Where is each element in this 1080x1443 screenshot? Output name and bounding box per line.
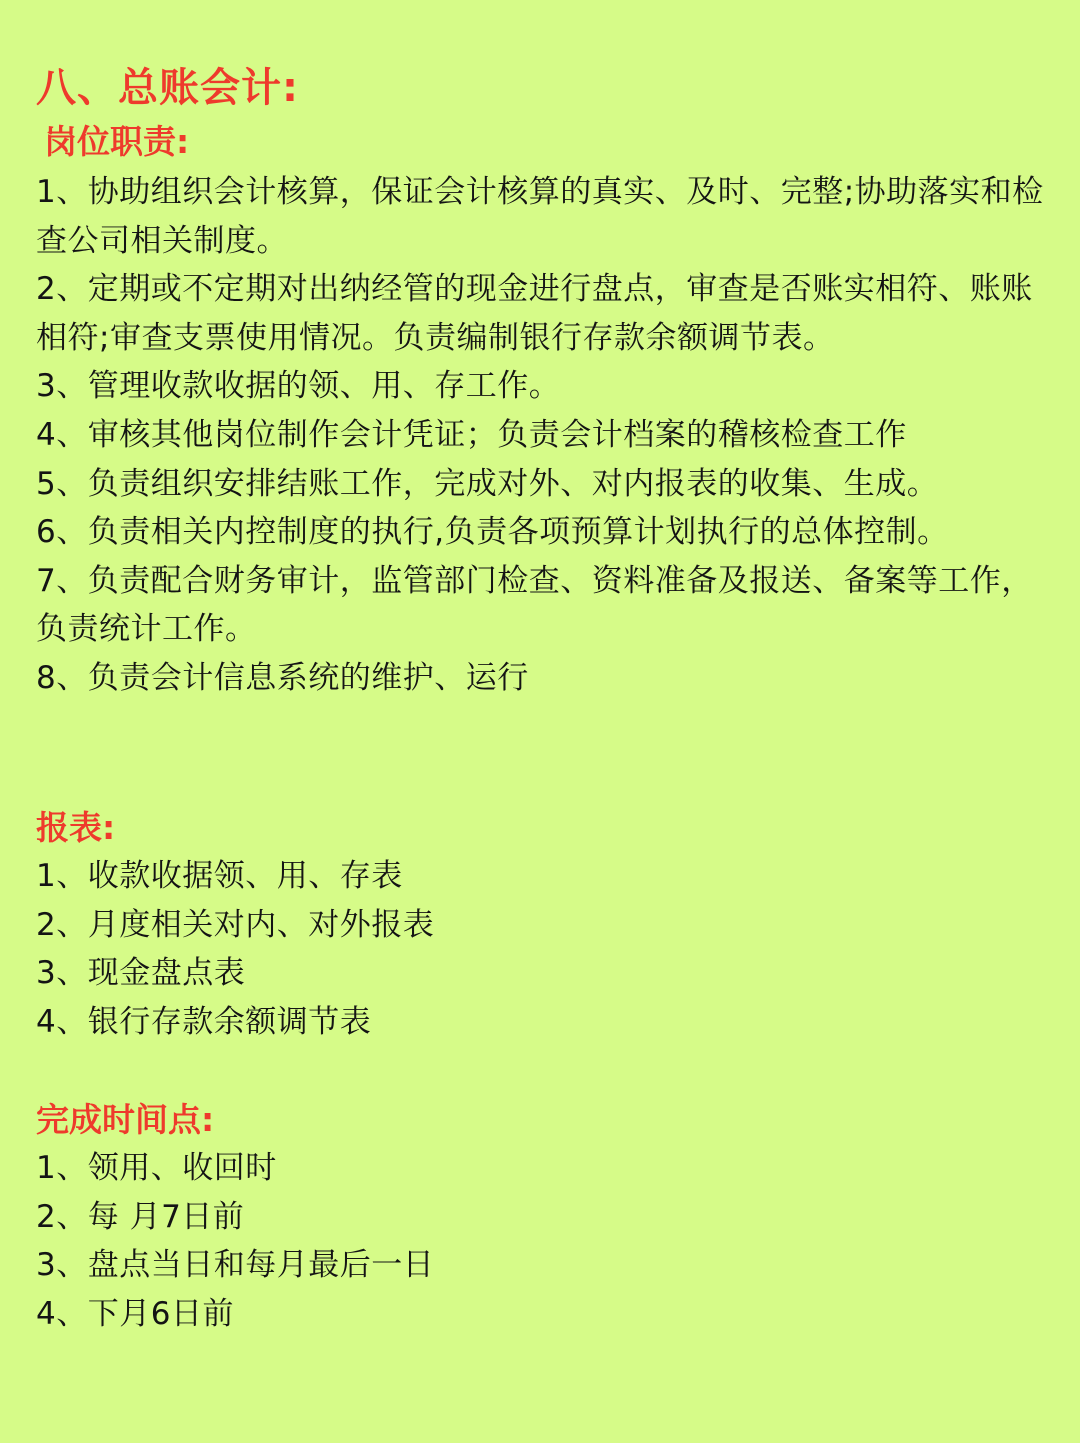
duty-item-8: 8、负责会计信息系统的维护、运行	[36, 659, 529, 696]
deadline-item-2: 2、每 月7日前	[36, 1198, 245, 1235]
deadlines-list	[36, 1144, 1046, 1338]
duty-item-5: 5、负责组织安排结账工作，完成对外、对内报表的收集、生成。	[36, 465, 939, 502]
report-item-4: 4、银行存款余额调节表	[36, 1003, 372, 1040]
report-item-1: 1、收款收据领、用、存表	[36, 858, 403, 894]
reports-heading: 报表:	[36, 808, 116, 847]
page-title: 八、总账会计:	[36, 65, 299, 111]
deadline-item-4: 4、下月6日前	[36, 1295, 234, 1332]
report-item-2: 2、月度相关对内、对外报表	[36, 906, 435, 943]
duty-item-6: 6、负责相关内控制度的执行,负责各项预算计划执行的总体控制。	[36, 514, 949, 551]
duty-item-3: 3、管理收款收据的领、用、存工作。	[36, 368, 561, 405]
duty-item-1: 1、协助组织会计核算，保证会计核算的真实、及时、完整;协助落实和检查公司相关制度。	[36, 174, 1044, 259]
duty-item-4: 4、审核其他岗位制作会计凭证；负责会计档案的稽核检查工作	[36, 416, 907, 453]
duties-list	[36, 168, 1046, 703]
duty-item-7: 7、负责配合财务审计，监管部门检查、资料准备及报送、备案等工作，负责统计工作。	[36, 562, 1033, 648]
deadline-item-3: 3、盘点当日和每月最后一日	[36, 1247, 435, 1284]
reports-list	[36, 852, 1046, 1046]
report-item-3: 3、现金盘点表	[36, 955, 246, 992]
duties-heading: 岗位职责:	[44, 122, 190, 161]
deadline-item-1: 1、领用、收回时	[36, 1150, 277, 1186]
deadlines-heading: 完成时间点:	[36, 1100, 215, 1139]
duty-item-2: 2、定期或不定期对出纳经管的现金进行盘点，审查是否账实相符、账账相符;审查支票使用情况。负责编制银行存款余额调节表。	[36, 271, 1033, 356]
